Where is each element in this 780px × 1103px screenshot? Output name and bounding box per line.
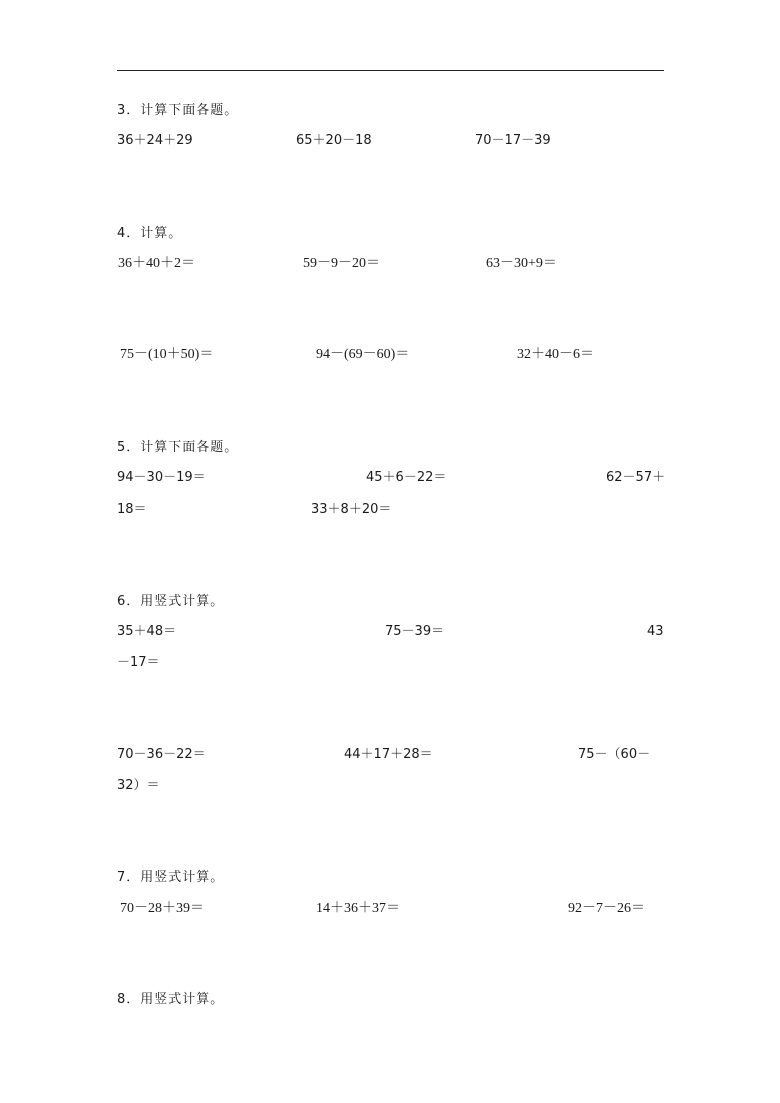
q4-item-2: 59－9－20＝	[303, 256, 380, 271]
q7-title: 7．用竖式计算。	[117, 870, 225, 885]
q3-title: 3．计算下面各题。	[117, 103, 239, 118]
q4-item-6: 32＋40－6＝	[517, 347, 594, 362]
q6-item-1: 35＋48＝	[117, 624, 177, 639]
q4-item-4: 75－(10＋50)＝	[120, 347, 214, 362]
q4-item-1: 36＋40＋2＝	[118, 256, 195, 271]
q5-title: 5．计算下面各题。	[117, 440, 239, 455]
q6-title: 6．用竖式计算。	[117, 594, 225, 609]
q6-item-2: 75－39＝	[385, 624, 445, 639]
q3-item-1: 36＋24＋29	[117, 133, 193, 148]
q4-title: 4．计算。	[117, 226, 183, 241]
q5-item-2: 45＋6－22＝	[366, 470, 447, 485]
q8-title: 8．用竖式计算。	[117, 992, 225, 1007]
q6-item-5: 44＋17＋28＝	[344, 747, 433, 762]
q7-item-2: 14＋36＋37＝	[316, 901, 400, 916]
q3-item-2: 65＋20－18	[296, 133, 372, 148]
q6-item-4: 70－36－22＝	[117, 747, 206, 762]
q4-item-3: 63－30+9＝	[486, 256, 557, 271]
q5-item-4: 33＋8＋20＝	[311, 502, 392, 517]
q6-item-6a: 75－（60－	[578, 747, 651, 762]
q6-item-6b: 32）＝	[117, 778, 160, 793]
q3-item-3: 70－17－39	[475, 133, 551, 148]
q5-item-3a: 62－57＋	[606, 470, 666, 485]
header-rule	[117, 70, 664, 71]
q5-item-3b: 18＝	[117, 502, 147, 517]
q6-item-3b: －17＝	[117, 655, 160, 670]
q7-item-1: 70－28＋39＝	[120, 901, 204, 916]
q5-item-1: 94－30－19＝	[117, 470, 206, 485]
q4-item-5: 94－(69－60)＝	[316, 347, 410, 362]
q6-item-3a: 43	[647, 624, 664, 639]
q7-item-3: 92－7－26＝	[568, 901, 645, 916]
